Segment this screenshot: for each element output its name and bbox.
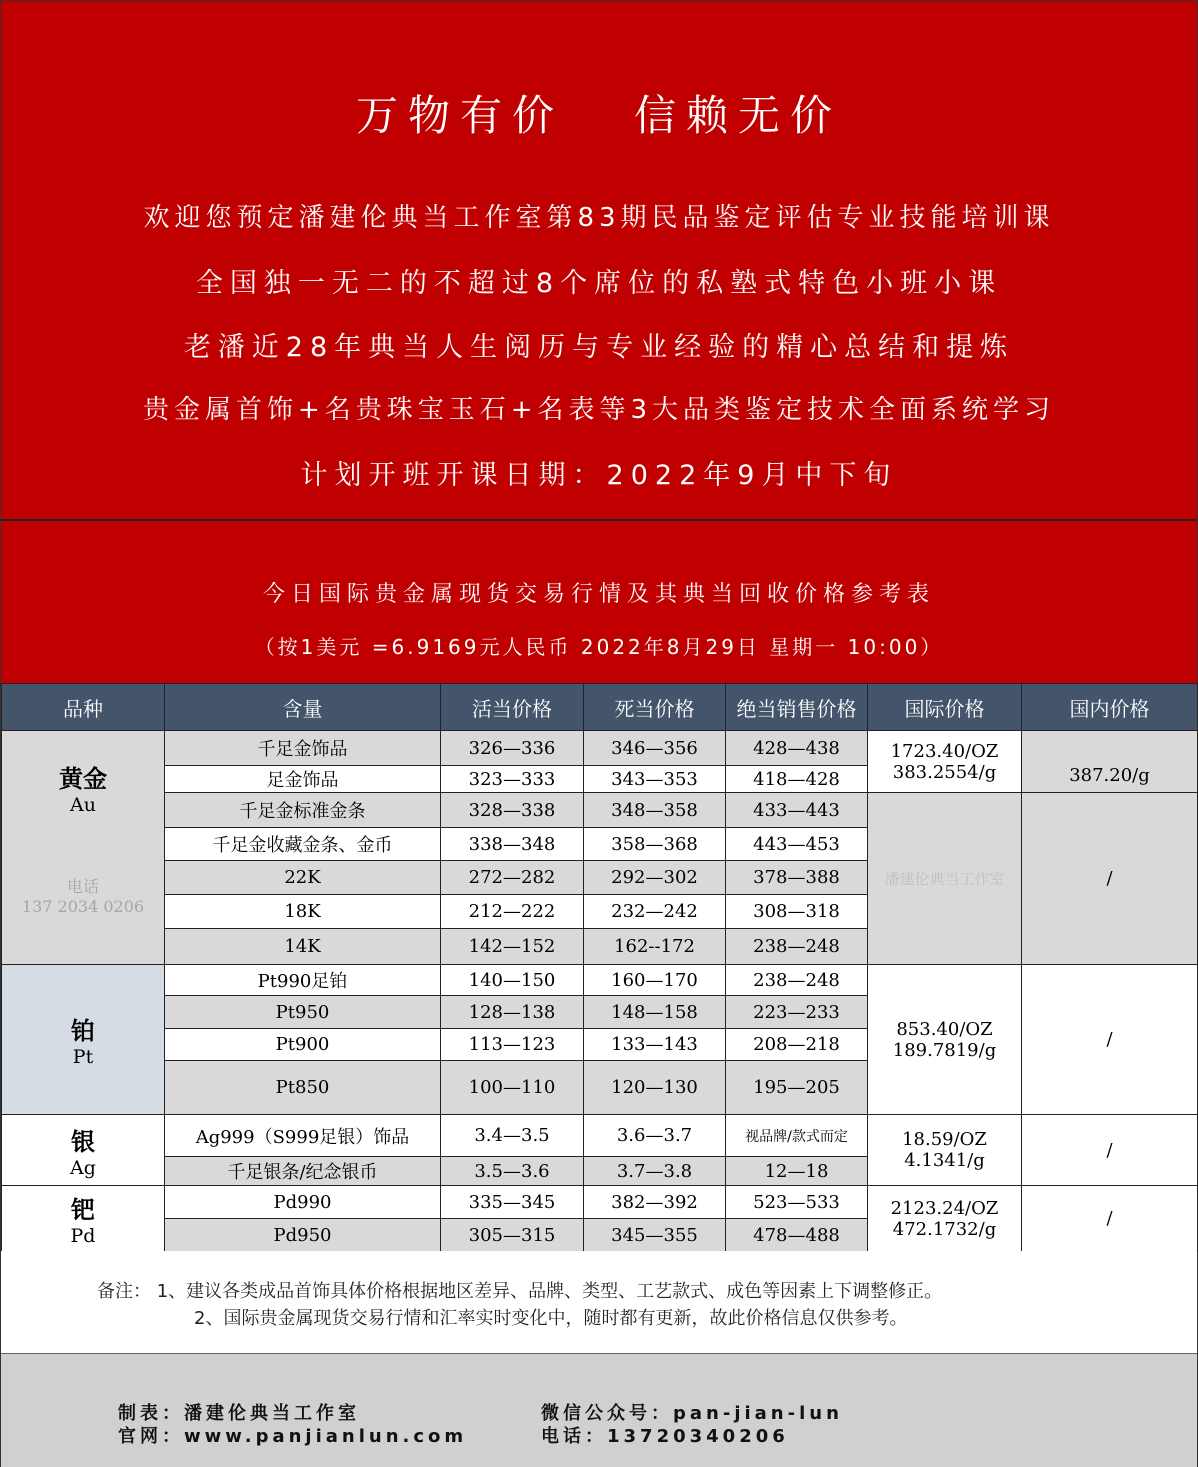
col-header-live-pawn: 活当价格 <box>441 684 584 731</box>
cell-dead: 292—302 <box>584 861 726 895</box>
cell-content: 足金饰品 <box>165 766 441 793</box>
cell-live: 142—152 <box>441 929 584 965</box>
gold-intl-g: 383.2554/g <box>892 761 997 783</box>
footer-phone: 电话：13720340206 <box>541 1426 789 1447</box>
platinum-name: 铂 <box>71 1017 95 1045</box>
cell-dead: 3.7—3.8 <box>584 1157 726 1186</box>
cell-live: 212—222 <box>441 895 584 929</box>
cell-content: 千足金饰品 <box>165 731 441 766</box>
footer-website[interactable]: 官网：www.panjianlun.com <box>118 1426 468 1447</box>
category-gold <box>2 731 165 965</box>
cell-content: Pt900 <box>165 1029 441 1061</box>
header-line-5: 计划开班开课日期：2022年9月中下旬 <box>300 460 898 491</box>
col-header-domestic-price: 国内价格 <box>1022 684 1198 731</box>
subheader <box>1 521 1197 683</box>
col-header-dead-pawn: 死当价格 <box>584 684 726 731</box>
cell-sale: 208—218 <box>726 1029 868 1061</box>
cell-live: 128—138 <box>441 996 584 1029</box>
cell-live: 326—336 <box>441 731 584 766</box>
cell-content: Pt950 <box>165 996 441 1029</box>
gold-symbol: Au <box>70 794 96 816</box>
silver-domestic-price: / <box>1022 1115 1198 1186</box>
cell-dead: 133—143 <box>584 1029 726 1061</box>
col-header-forfeit-sale: 绝当销售价格 <box>726 684 868 731</box>
col-header-intl-price: 国际价格 <box>868 684 1022 731</box>
palladium-intl-g: 472.1732/g <box>892 1218 997 1240</box>
cell-live: 335—345 <box>441 1186 584 1219</box>
cell-live: 140—150 <box>441 965 584 996</box>
platinum-domestic-price: / <box>1022 965 1198 1115</box>
cell-content: Pt990足铂 <box>165 965 441 996</box>
cell-sale: 195—205 <box>726 1061 868 1115</box>
cell-sale: 238—248 <box>726 965 868 996</box>
cell-content: Pd950 <box>165 1219 441 1252</box>
phone-number: 137 2034 0206 <box>21 897 145 916</box>
cell-sale: 238—248 <box>726 929 868 965</box>
cell-live: 328—338 <box>441 793 584 828</box>
watermark: 潘建伦典当工作室 <box>884 870 1005 888</box>
note-2: 2、国际贵金属现货交易行情和汇率实时变化中，随时都有更新，故此价格信息仅供参考。 <box>194 1308 908 1329</box>
cell-sale: 223—233 <box>726 996 868 1029</box>
category-platinum <box>2 965 165 1115</box>
cell-sale: 478—488 <box>726 1219 868 1252</box>
cell-live: 272—282 <box>441 861 584 895</box>
cell-sale: 308—318 <box>726 895 868 929</box>
gold-domestic-price: 387.20/g <box>1022 731 1198 793</box>
cell-dead: 232—242 <box>584 895 726 929</box>
cell-sale: 523—533 <box>726 1186 868 1219</box>
cell-sale: 378—388 <box>726 861 868 895</box>
slogan <box>1 83 1197 143</box>
header-line-4: 贵金属首饰+名贵珠宝玉石+名表等3大品类鉴定技术全面系统学习 <box>142 395 1056 425</box>
cell-dead: 348—358 <box>584 793 726 828</box>
table-row <box>2 1115 1198 1157</box>
footer-wechat: 微信公众号：pan-jian-lun <box>541 1403 843 1424</box>
slogan-right: 信赖无价 <box>634 91 843 140</box>
cell-content: Pt850 <box>165 1061 441 1115</box>
cell-dead: 148—158 <box>584 996 726 1029</box>
gold-intl-price <box>868 731 1022 793</box>
cell-dead: 358—368 <box>584 828 726 861</box>
table-row <box>2 1186 1198 1219</box>
footer-maker: 制表：潘建伦典当工作室 <box>118 1403 360 1424</box>
cell-live: 3.4—3.5 <box>441 1115 584 1157</box>
gold-name: 黄金 <box>59 765 107 793</box>
table-row <box>2 793 1198 828</box>
platinum-intl-g: 189.7819/g <box>892 1039 997 1061</box>
palladium-intl-oz: 2123.24/OZ <box>890 1197 999 1219</box>
cell-sale: 433—443 <box>726 793 868 828</box>
palladium-symbol: Pd <box>70 1225 96 1247</box>
gold-watermark-cell <box>868 793 1022 965</box>
header-line-3: 老潘近28年典当人生阅历与专业经验的精心总结和提炼 <box>183 332 1015 363</box>
header-line-1: 欢迎您预定潘建伦典当工作室第83期民品鉴定评估专业技能培训课 <box>143 203 1055 233</box>
cell-dead: 346—356 <box>584 731 726 766</box>
silver-intl-g: 4.1341/g <box>904 1150 985 1171</box>
cell-content: 千足金标准金条 <box>165 793 441 828</box>
cell-live: 305—315 <box>441 1219 584 1252</box>
platinum-intl-price <box>868 965 1022 1115</box>
col-header-content: 含量 <box>165 684 441 731</box>
cell-sale: 视品牌/款式而定 <box>726 1115 868 1157</box>
cell-dead: 162--172 <box>584 929 726 965</box>
cell-dead: 343—353 <box>584 766 726 793</box>
cell-content: 22K <box>165 861 441 895</box>
platinum-symbol: Pt <box>72 1046 94 1068</box>
cell-sale: 443—453 <box>726 828 868 861</box>
cell-sale: 418—428 <box>726 766 868 793</box>
silver-symbol: Ag <box>70 1156 96 1179</box>
palladium-intl-price <box>868 1186 1022 1252</box>
cell-dead: 345—355 <box>584 1219 726 1252</box>
cell-content: Pd990 <box>165 1186 441 1219</box>
silver-intl-price <box>868 1115 1022 1186</box>
col-header-variety: 品种 <box>2 684 165 731</box>
notes <box>1 1251 1197 1351</box>
palladium-domestic-price: / <box>1022 1186 1198 1252</box>
gold-domestic-slash: / <box>1022 793 1198 965</box>
silver-name: 银 <box>71 1127 95 1156</box>
cell-content: 18K <box>165 895 441 929</box>
cell-live: 338—348 <box>441 828 584 861</box>
header-line-2: 全国独一无二的不超过8个席位的私塾式特色小班小课 <box>195 268 1003 299</box>
palladium-name: 钯 <box>71 1196 95 1224</box>
table-title: 今日国际贵金属现货交易行情及其典当回收价格参考表 <box>262 582 935 607</box>
cell-dead: 120—130 <box>584 1061 726 1115</box>
cell-live: 3.5—3.6 <box>441 1157 584 1186</box>
cell-sale: 428—438 <box>726 731 868 766</box>
category-palladium <box>2 1186 165 1252</box>
cell-dead: 160—170 <box>584 965 726 996</box>
header-banner <box>1 1 1197 521</box>
platinum-intl-oz: 853.40/OZ <box>896 1018 993 1040</box>
table-header-row <box>2 684 1198 731</box>
cell-content: 千足银条/纪念银币 <box>165 1157 441 1186</box>
category-silver <box>2 1115 165 1186</box>
cell-live: 100—110 <box>441 1061 584 1115</box>
cell-dead: 382—392 <box>584 1186 726 1219</box>
gold-intl-oz: 1723.40/OZ <box>890 740 999 762</box>
cell-content: Ag999（S999足银）饰品 <box>165 1115 441 1157</box>
price-table <box>1 683 1198 1252</box>
cell-dead: 3.6—3.7 <box>584 1115 726 1157</box>
cell-live: 113—123 <box>441 1029 584 1061</box>
footer <box>1 1353 1197 1467</box>
slogan-left: 万物有价 <box>355 91 564 140</box>
table-row <box>2 731 1198 766</box>
cell-live: 323—333 <box>441 766 584 793</box>
table-row <box>2 965 1198 996</box>
exchange-rate-line: （按1美元 =6.9169元人民币 2022年8月29日 星期一 10:00） <box>254 635 944 659</box>
phone-label: 电话 <box>66 877 99 896</box>
note-1: 备注： 1、建议各类成品首饰具体价格根据地区差异、品牌、类型、工艺款式、成色等因素上下调整修正。 <box>97 1281 943 1302</box>
silver-intl-oz: 18.59/OZ <box>902 1129 987 1150</box>
cell-content: 14K <box>165 929 441 965</box>
cell-sale: 12—18 <box>726 1157 868 1186</box>
cell-content: 千足金收藏金条、金币 <box>165 828 441 861</box>
